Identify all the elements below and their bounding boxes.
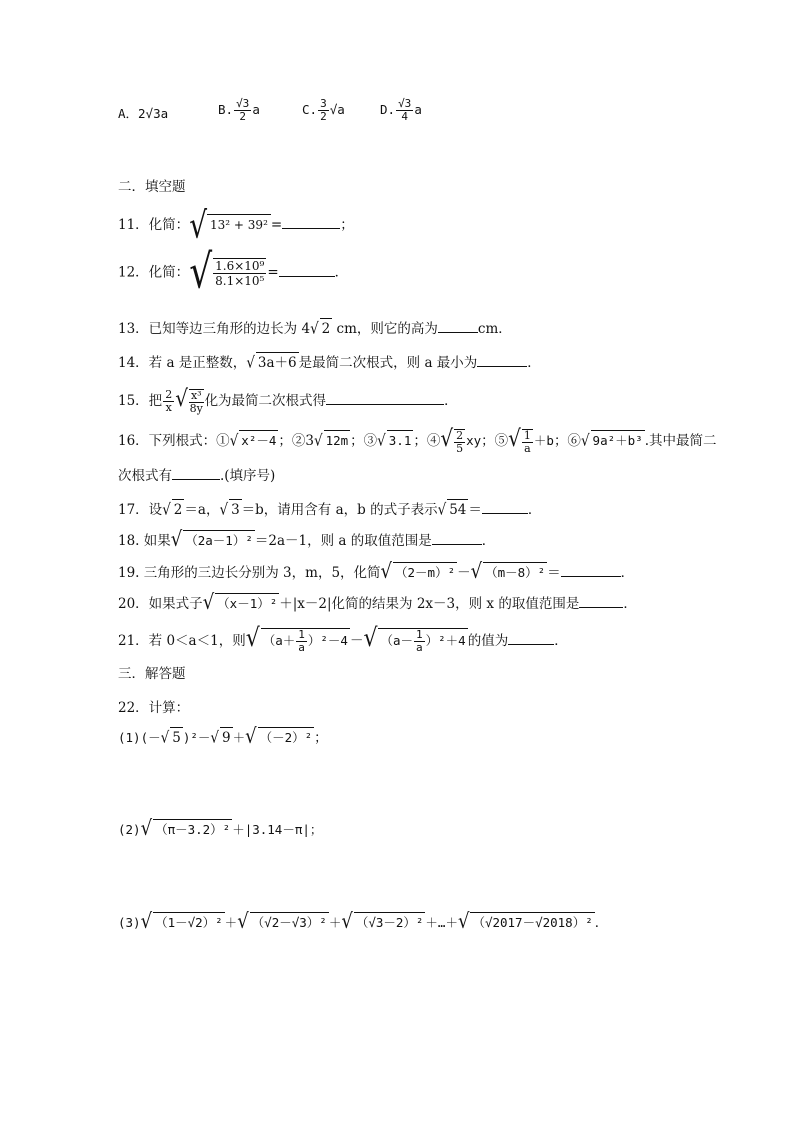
choice-d: [380, 98, 422, 123]
q11-equals: =: [270, 217, 283, 233]
answer-blank[interactable]: [172, 467, 220, 480]
q21-radicand-1: [261, 628, 350, 654]
q17-t4: ＝: [468, 502, 482, 518]
q13-text-a: 13．已知等边三角形的边长为 4: [118, 321, 311, 337]
question-21: [118, 624, 568, 654]
radical-sign: √: [175, 384, 188, 412]
question-15: [118, 384, 458, 415]
q16-t4b: xy: [466, 433, 482, 448]
q21-text-b: 的值为: [467, 633, 509, 649]
radical-sign: √: [363, 624, 378, 653]
answer-blank[interactable]: [279, 264, 335, 277]
answer-blank[interactable]: [432, 532, 482, 545]
radical-sign: √: [210, 728, 219, 748]
q17-r3: 54: [447, 499, 468, 520]
q16-f5-num: 1: [523, 428, 531, 442]
q11-radicand: 13² + 39²: [207, 214, 271, 235]
q15-rad-den: 8y: [189, 401, 203, 415]
radical-sign: √: [140, 816, 153, 841]
q19-t3: ＝: [547, 565, 561, 581]
question-14: [118, 352, 541, 373]
answer-blank[interactable]: [508, 632, 554, 645]
q21-t2: －: [349, 633, 364, 649]
q22-p2-a: (2): [118, 822, 141, 837]
q15-radicand-fraction: [189, 389, 204, 415]
q17-text-a: 17．设: [118, 502, 163, 518]
answer-blank[interactable]: [482, 501, 528, 514]
q16-line2-a: 次根式有: [118, 468, 172, 484]
q18-text-b: ＝2a－1，则 a 的取值范围是: [254, 533, 432, 549]
q22-p3-b: ＋: [224, 915, 238, 930]
q16-text-a: 16．下列根式：①: [118, 433, 230, 449]
q12-equals: =: [267, 264, 279, 281]
q16-t4: ；④: [413, 433, 441, 449]
q15-coef-fraction: [163, 389, 174, 414]
q17-end: ．: [527, 502, 542, 518]
radical-sign: √: [580, 431, 590, 451]
q21-f1-den: a: [298, 641, 305, 654]
question-22-part-2: [118, 816, 323, 841]
q16-f4-den: 5: [456, 441, 464, 455]
q16-f5-den: a: [524, 441, 531, 455]
q21-f2-den: a: [416, 641, 423, 654]
q16-t2: ；②3: [278, 433, 314, 449]
radical-sign: √: [440, 424, 454, 452]
question-16: [118, 424, 717, 455]
choice-d-den: 4: [401, 110, 408, 123]
q15-rad-num: x³: [190, 388, 202, 402]
q18-end: ．: [481, 533, 496, 549]
choice-c-suffix: √a: [329, 102, 345, 117]
radical-sign: √: [508, 424, 521, 452]
q22-p1-b: )²－: [182, 730, 211, 745]
section-heading-solve: 三．解答题: [118, 666, 186, 682]
choice-b-suffix: a: [252, 102, 260, 117]
q14-radicand: 3a＋6: [256, 352, 299, 373]
radical-sign: √: [437, 500, 447, 520]
answer-blank[interactable]: [282, 216, 340, 229]
q21-f1: [296, 629, 307, 654]
q11-lead: 11．化简：: [118, 217, 190, 233]
q22-p3-r2: （√2－√3）²: [250, 912, 329, 933]
q20-radicand: （x－1）²: [215, 593, 279, 614]
choice-d-prefix: D.: [380, 102, 396, 117]
q21-end: ．: [554, 633, 568, 649]
question-11: [118, 203, 354, 247]
q21-radicand-2: [378, 628, 467, 654]
choice-d-fraction: [396, 98, 413, 123]
question-22-part-3: [118, 909, 609, 934]
q16-r1: x²－4: [239, 430, 278, 451]
q21-f1-num: 1: [298, 628, 305, 641]
q17-t3: ＝b，请用含有 a，b 的式子表示: [241, 502, 438, 518]
q15-end: ．: [444, 393, 458, 409]
choice-b-num: √3: [236, 97, 250, 110]
q13-end: cm．: [477, 321, 512, 337]
radical-sign: √: [246, 353, 255, 373]
choice-c-prefix: C.: [302, 102, 318, 117]
q22-p2-r1: （π－3.2）²: [153, 819, 232, 840]
q21-r2b: ）²＋4: [425, 633, 466, 648]
question-12: [118, 245, 349, 299]
q22-p3-r3: （√3－2）²: [354, 912, 426, 933]
q22-p3-d: ＋…＋: [425, 915, 458, 930]
choice-a: A．2√3a: [118, 106, 169, 121]
answer-blank[interactable]: [438, 320, 478, 333]
q21-f2: [414, 629, 425, 654]
q22-p1-end: ；: [314, 730, 328, 746]
q17-t2: ＝a，: [184, 502, 220, 518]
q22-p3-a: (3): [118, 915, 141, 930]
radical-sign: √: [341, 909, 353, 934]
q15-text-a: 15．把: [118, 393, 163, 409]
question-17: [118, 499, 541, 520]
question-18: [118, 527, 496, 552]
question-19: [118, 559, 635, 584]
q12-den: 8.1×10⁵: [215, 274, 265, 288]
q16-t6: ；⑥: [553, 433, 581, 449]
q16-t5b: ＋b: [533, 433, 554, 448]
q14-text-b: 是最简二次根式，则 a 最小为: [298, 355, 478, 371]
answer-blank[interactable]: [561, 564, 621, 577]
q17-r2: 3: [229, 499, 242, 520]
choice-c-den: 2: [320, 110, 327, 123]
radical-sign: √: [219, 500, 229, 520]
q15-text-b: 化为最简二次根式得: [204, 393, 327, 409]
radical-sign: √: [245, 624, 260, 653]
q16-line2-b: .(填序号): [220, 468, 276, 484]
section-heading-fill-in: 二．填空题: [118, 179, 186, 195]
radical-sign: √: [170, 527, 183, 552]
q16-r2: 12m: [324, 430, 351, 451]
q12-end: ．: [334, 264, 349, 281]
q12-fraction: [213, 258, 266, 288]
q22-p1-c: ＋: [232, 730, 246, 745]
q19-text-a: 19. 三角形的三边长分别为 3，m，5，化简: [118, 565, 381, 581]
choice-c: [302, 98, 345, 123]
q11-end: ；: [340, 217, 354, 233]
radical-sign: √: [162, 500, 171, 520]
choice-b: [218, 98, 260, 123]
q18-radicand: （2a－1）²: [183, 530, 255, 551]
q14-end: ．: [527, 355, 541, 371]
q12-lead: 12．化简：: [118, 264, 190, 281]
q12-num: 1.6×10⁹: [215, 259, 265, 273]
q22-p1-r3: （－2）²: [258, 727, 315, 748]
q16-f4: [454, 429, 465, 455]
q16-f4-num: 2: [456, 428, 464, 442]
radical-sign: √: [140, 909, 153, 934]
radical-sign: √: [313, 431, 323, 451]
q22-p1-r2: 9: [220, 727, 233, 748]
q22-p3-c: ＋: [328, 915, 342, 930]
choice-c-num: 3: [320, 97, 327, 110]
q22-p2-b: ＋|3.14－π|；: [232, 822, 323, 837]
choice-d-suffix: a: [414, 102, 422, 117]
q19-end: ．: [620, 565, 635, 581]
q20-text-b: ＋|x－2|化简的结果为 2x－3，则 x 的取值范围是: [279, 596, 580, 612]
radical-sign: √: [470, 559, 483, 584]
q21-text-a: 21．若 0＜a＜1，则: [118, 633, 246, 649]
radical-sign: √: [189, 203, 208, 247]
q19-r1: （2－m）²: [393, 562, 457, 583]
choice-c-fraction: [318, 98, 329, 123]
q13-radicand: 2: [320, 318, 333, 339]
radical-sign: √: [160, 728, 170, 748]
question-16-line2: [118, 466, 275, 486]
q22-p1-r1: 5: [170, 727, 183, 748]
radical-sign: √: [189, 245, 213, 299]
q16-t3: ；③: [350, 433, 378, 449]
radical-sign: √: [377, 431, 386, 451]
q21-r2a: （a－: [380, 633, 414, 648]
q21-r1a: （a＋: [262, 633, 296, 648]
q19-t2: －: [457, 565, 471, 581]
q18-text-a: 18. 如果: [118, 533, 171, 549]
q20-text-a: 20．如果式子: [118, 596, 203, 612]
q22-p3-r1: （1－√2）²: [153, 912, 225, 933]
radical-sign: √: [202, 590, 215, 615]
answer-blank[interactable]: [579, 595, 623, 608]
choice-b-fraction: [234, 98, 251, 123]
answer-blank[interactable]: [477, 354, 527, 367]
q22-p3-r4: （√2017－√2018）²: [470, 912, 594, 933]
question-13: [118, 318, 512, 339]
choice-b-den: 2: [239, 110, 246, 123]
radical-sign: √: [229, 431, 239, 451]
q16-r3: 3.1: [387, 430, 414, 451]
radical-sign: √: [380, 559, 393, 584]
q21-f2-num: 1: [416, 628, 423, 641]
q17-r1: 2: [172, 499, 185, 520]
q16-r6: 9a²＋b³: [591, 430, 645, 451]
q15-den: x: [165, 401, 172, 414]
choice-d-num: √3: [398, 97, 412, 110]
q16-f5: [522, 429, 533, 455]
q15-num: 2: [165, 388, 173, 401]
q22-p3-end: ．: [594, 915, 609, 931]
radical-sign: √: [310, 319, 319, 339]
q19-r2: （m－8）²: [483, 562, 547, 583]
q16-text-b: .其中最简二: [644, 433, 717, 449]
choice-b-prefix: B.: [218, 102, 234, 117]
question-22-lead: 22．计算：: [118, 700, 190, 716]
q22-p1-a: (1)(－: [118, 730, 161, 745]
q16-t5: ；⑤: [481, 433, 509, 449]
answer-blank[interactable]: [326, 392, 444, 405]
q13-text-b: cm，则它的高为: [332, 321, 438, 337]
q20-end: ．: [623, 596, 637, 612]
radical-sign: √: [245, 724, 257, 749]
radical-sign: √: [457, 909, 470, 934]
radical-sign: √: [237, 909, 249, 934]
question-20: [118, 590, 637, 615]
q21-r1b: ）²－4: [307, 633, 348, 648]
q14-text-a: 14．若 a 是正整数，: [118, 355, 247, 371]
question-22-part-1: [118, 724, 328, 749]
